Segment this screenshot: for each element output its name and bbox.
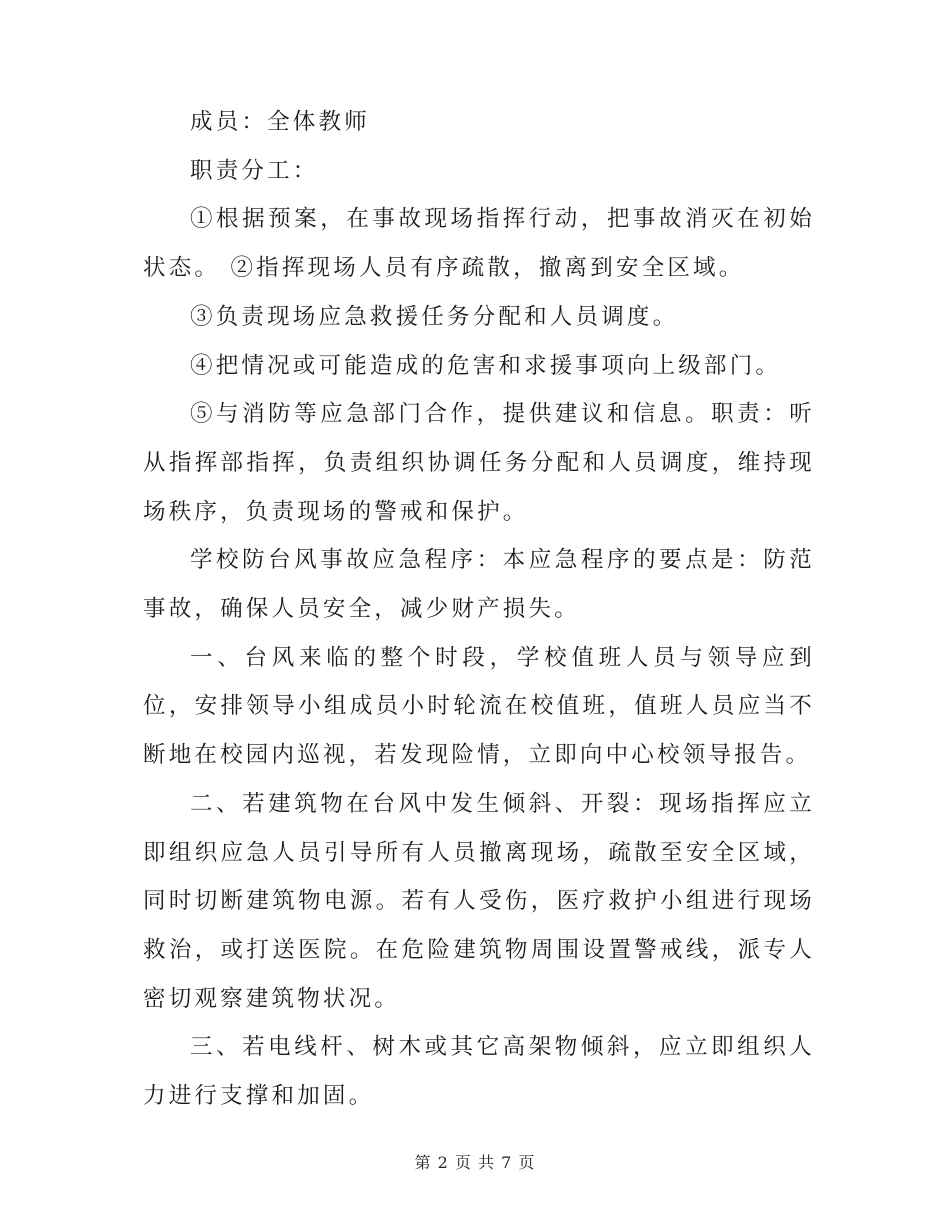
- paragraph-step-1: 一、台风来临的整个时段，学校值班人员与领导应到位，安排领导小组成员小时轮流在校值班，值班人员应当不断地在校园内巡视，若发现险情，立即向中心校领导报告。: [143, 644, 815, 769]
- paragraph-duties-heading: 职责分工：: [190, 157, 319, 184]
- paragraph-step-3: 三、若电线杆、树木或其它高架物倾斜，应立即组织人力进行支撑和加固。: [143, 1034, 815, 1110]
- document-body: [143, 98, 815, 1121]
- page-number-footer: 第 2 页 共 7 页: [414, 1153, 536, 1172]
- paragraph-duty-1-2: ①根据预案，在事故现场指挥行动，把事故消灭在初始状态。 ②指挥现场人员有序疏散，撤离到安全区域。: [143, 206, 815, 282]
- paragraph-duty-3: ③负责现场应急救援任务分配和人员调度。: [190, 303, 679, 330]
- paragraph-duty-5: ⑤与消防等应急部门合作，提供建议和信息。职责：听从指挥部指挥，负责组织协调任务分配和人员调度，维持现场秩序，负责现场的警戒和保护。: [143, 401, 815, 525]
- paragraph-typhoon-procedure: 学校防台风事故应急程序：本应急程序的要点是：防范事故，确保人员安全，减少财产损失。: [143, 547, 815, 623]
- paragraph-step-2: 二、若建筑物在台风中发生倾斜、开裂：现场指挥应立即组织应急人员引导所有人员撤离现场，疏散至安全区域，同时切断建筑物电源。若有人受伤，医疗救护小组进行现场救治，或打送医院。在危险建筑物周围设置警戒线，派专人密切观察建筑物状况。: [143, 790, 815, 1012]
- paragraph-duty-4: ④把情况或可能造成的危害和求援事项向上级部门。: [190, 352, 782, 379]
- paragraph-members: 成员：全体教师: [190, 109, 370, 135]
